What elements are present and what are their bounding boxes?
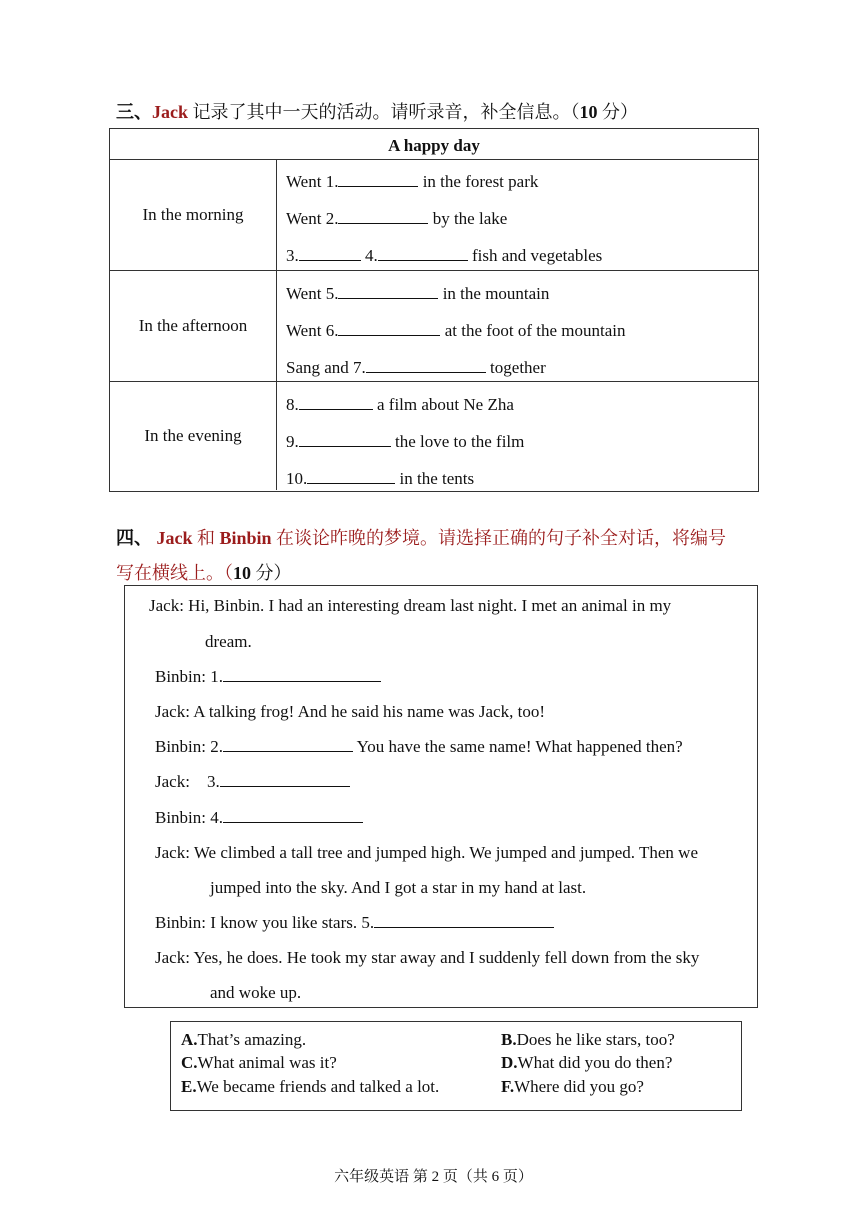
dialogue-blank-5[interactable] [374, 913, 554, 928]
section-4-text2: 写在横线上。（ [116, 563, 233, 583]
blank-line-1: Went 1. in the forest park [286, 172, 539, 191]
option-f: F.Where did you go? [501, 1077, 644, 1096]
section-4-unit: 分） [251, 563, 292, 583]
answer-blank-4[interactable] [378, 246, 468, 261]
dialogue-line-4: Binbin: 4. [155, 808, 363, 828]
section-3-unit: 分） [597, 102, 638, 122]
section-3-score: 10 [579, 102, 598, 122]
blank-line-2: Went 2. by the lake [286, 209, 508, 228]
table-row-evening [110, 382, 758, 490]
blank-line-9: 9. the love to the film [286, 432, 525, 451]
section-4-name-jack: Jack [156, 528, 193, 548]
section-3-text: 记录了其中一天的活动。请听录音，补全信息。（ [188, 102, 580, 122]
dialogue-line-5: Binbin: I know you like stars. 5. [155, 913, 554, 933]
dialogue-line-1: Binbin: 1. [155, 667, 381, 687]
dialogue-line: and woke up. [210, 983, 302, 1002]
option-e: E.We became friends and talked a lot. [181, 1077, 440, 1096]
dialogue-blank-3[interactable] [220, 772, 350, 787]
answer-blank-2[interactable] [338, 209, 428, 224]
option-a: A.That’s amazing. [181, 1030, 307, 1049]
answer-blank-3[interactable] [299, 246, 361, 261]
answer-blank-8[interactable] [299, 395, 373, 410]
option-c: C.What animal was it? [181, 1053, 337, 1072]
dialogue-line: dream. [205, 632, 252, 651]
answer-blank-7[interactable] [366, 358, 486, 373]
dialogue-blank-2[interactable] [223, 737, 353, 752]
blank-line-5: Went 5. in the mountain [286, 284, 550, 303]
page-footer: 六年级英语 第 2 页（共 6 页） [334, 1169, 533, 1185]
section-4-text1: 在谈论昨晚的梦境。请选择正确的句子补全对话，将编号 [271, 528, 727, 548]
dialogue-line-3: Jack: 3. [155, 772, 350, 792]
blank-line-6: Went 6. at the foot of the mountain [286, 321, 626, 340]
dialogue-box [124, 585, 758, 1008]
section-3-name: Jack [152, 102, 188, 122]
blank-line-3-4: 3. 4. fish and vegetables [286, 246, 603, 265]
blank-line-10: 10. in the tents [286, 469, 475, 488]
options-box [170, 1021, 742, 1111]
blank-line-7: Sang and 7. together [286, 358, 546, 377]
period-label: In the afternoon [110, 271, 277, 381]
section-4-heading-line2 [116, 559, 292, 585]
option-b: B.Does he like stars, too? [501, 1030, 675, 1049]
answer-blank-1[interactable] [338, 172, 418, 187]
section-4-name-binbin: Binbin [219, 528, 272, 548]
blank-line-8: 8. a film about Ne Zha [286, 395, 514, 414]
section-4-number: 四、 [116, 528, 152, 548]
table-title: A happy day [110, 129, 758, 160]
dialogue-line: Jack: Hi, Binbin. I had an interesting dream last night. I met an animal in my [149, 596, 672, 615]
table-row-afternoon [110, 271, 758, 382]
section-3-heading [116, 98, 638, 124]
dialogue-line: Jack: A talking frog! And he said his name was Jack, too! [155, 702, 545, 721]
dialogue-line: jumped into the sky. And I got a star in my hand at last. [210, 878, 587, 897]
answer-blank-5[interactable] [338, 284, 438, 299]
dialogue-blank-1[interactable] [223, 667, 381, 682]
section-3-number: 三、 [116, 102, 152, 122]
section-4-heading-line1 [116, 524, 726, 550]
activity-table [109, 128, 759, 492]
answer-blank-6[interactable] [338, 321, 440, 336]
answer-blank-10[interactable] [307, 469, 395, 484]
section-4-and: 和 [192, 528, 220, 548]
dialogue-line: Jack: We climbed a tall tree and jumped high. We jumped and jumped. Then we [155, 843, 699, 862]
dialogue-blank-4[interactable] [223, 808, 363, 823]
period-label: In the evening [110, 382, 277, 490]
dialogue-line: Jack: Yes, he does. He took my star away and I suddenly fell down from the sky [155, 948, 700, 967]
dialogue-line-2: Binbin: 2. You have the same name! What happened then? [155, 737, 683, 756]
table-row-morning [110, 160, 758, 271]
section-4-score: 10 [233, 563, 251, 583]
answer-blank-9[interactable] [299, 432, 391, 447]
option-d: D.What did you do then? [501, 1053, 673, 1072]
period-label: In the morning [110, 160, 277, 270]
